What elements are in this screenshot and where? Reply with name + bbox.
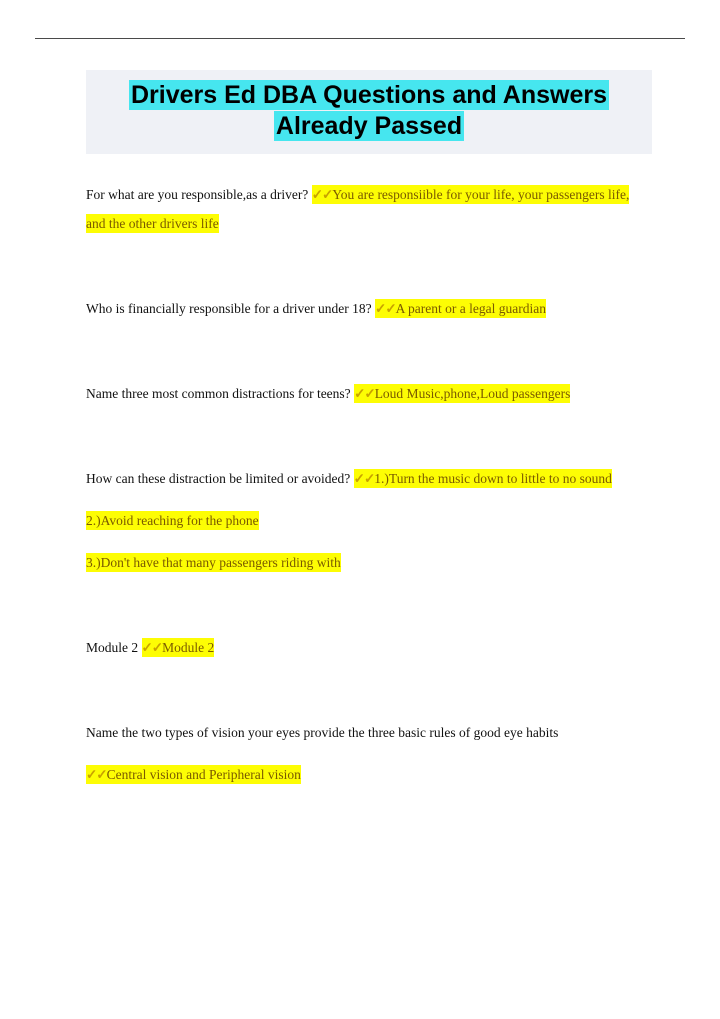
qa-item	[86, 464, 652, 577]
check-icon: ✓✓	[354, 386, 375, 401]
qa-item	[86, 294, 652, 323]
answer-highlight	[375, 299, 546, 318]
qa-item	[86, 718, 652, 789]
check-icon: ✓✓	[141, 640, 163, 655]
answer-text: Loud Music,phone,Loud passengers	[374, 386, 571, 401]
answer-extra-line	[86, 506, 652, 535]
title-line-1: Drivers Ed DBA Questions and Answers	[130, 81, 608, 109]
answer-text: You are responsiible for your life, your passengers life, and the other drivers life	[86, 187, 630, 231]
question-answer-line	[86, 633, 652, 662]
answer-text: Module 2	[162, 640, 215, 655]
check-icon: ✓✓	[311, 187, 333, 202]
answer-text: A parent or a legal guardian	[395, 301, 546, 316]
document-content	[86, 70, 652, 823]
question-text: Name the two types of vision your eyes provide the three basic rules of good eye habits	[86, 725, 559, 740]
answer-highlight	[142, 638, 215, 657]
check-icon: ✓✓	[375, 301, 396, 316]
qa-item	[86, 379, 652, 408]
qa-item	[86, 633, 652, 662]
question-answer-line	[86, 294, 652, 323]
document-title	[86, 70, 652, 154]
question-text: How can these distraction be limited or avoided?	[86, 471, 351, 486]
question-answer-line	[86, 464, 652, 493]
question-answer-line	[86, 180, 652, 238]
question-text: Module 2	[86, 640, 139, 655]
question-text: Name three most common distractions for teens?	[86, 386, 351, 401]
question-line	[86, 718, 652, 747]
answer-text: 1.)Turn the music down to little to no sound	[374, 471, 612, 486]
answer-extra-highlight: 2.)Avoid reaching for the phone	[86, 513, 259, 528]
answer-highlight	[354, 469, 612, 488]
question-text: Who is financially responsible for a driver under 18?	[86, 301, 372, 316]
answer-highlight	[354, 384, 570, 403]
answer-extra-highlight: 3.)Don't have that many passengers riding with	[86, 555, 341, 570]
question-answer-line	[86, 379, 652, 408]
qa-item	[86, 180, 652, 238]
answer-text: Central vision and Peripheral vision	[106, 767, 301, 782]
check-icon: ✓✓	[86, 767, 107, 782]
title-line-2: Already Passed	[275, 112, 463, 140]
header-divider	[35, 38, 685, 39]
answer-highlight	[86, 765, 301, 784]
answer-line	[86, 760, 652, 789]
question-text: For what are you responsible,as a driver?	[86, 187, 309, 202]
answer-extra-line	[86, 548, 652, 577]
check-icon: ✓✓	[353, 471, 375, 486]
